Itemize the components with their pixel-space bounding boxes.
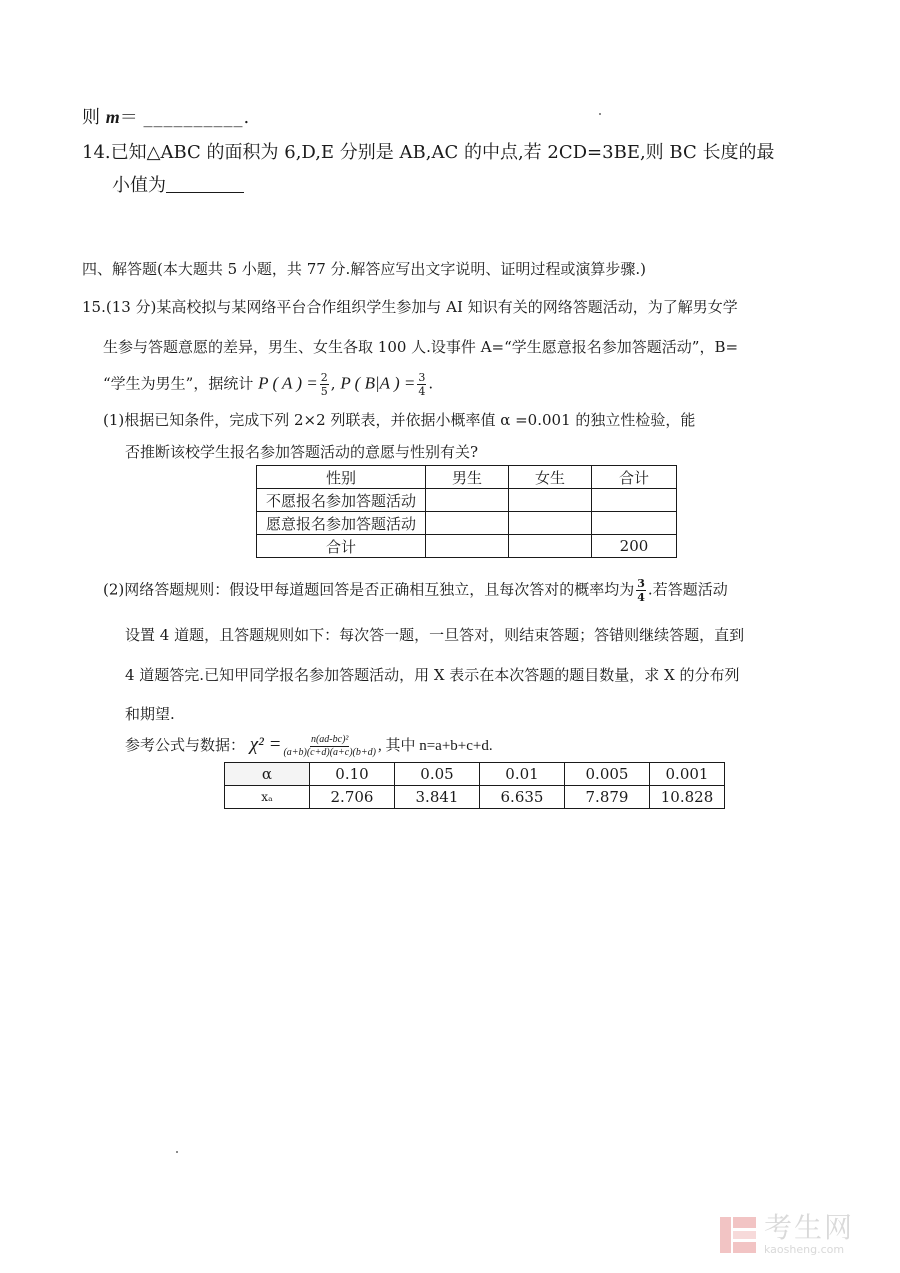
- contingency-header-cell: 性别: [257, 466, 426, 489]
- q15-part2-line3: 4 道题答完.已知甲同学报名参加答题活动，用 X 表示在本次答题的题目数量，求 X 的分布列: [125, 666, 740, 684]
- table-row: [257, 489, 677, 512]
- table-row: [225, 786, 725, 809]
- q15-part2-line4: 和期望.: [125, 705, 175, 723]
- table-cell: [426, 489, 509, 512]
- frac-p2-num: 3: [637, 577, 645, 590]
- watermark-logo-icon: [718, 1215, 758, 1255]
- table-cell: 3.841: [395, 786, 480, 809]
- q15-line1: 15.(13 分)某高校拟与某网络平台合作组织学生参加与 AI 知识有关的网络答题活动，为了解男女学: [82, 298, 738, 316]
- q13-period: .: [243, 107, 250, 128]
- table-cell: 0.005: [565, 763, 650, 786]
- frac-pa-den: 5: [320, 385, 328, 398]
- q14-answer-blank: [166, 174, 244, 193]
- q15-line2: 生参与答题意愿的差异，男生、女生各取 100 人.设事件 A=“学生愿意报名参加答题活动”，B=: [103, 338, 739, 356]
- table-cell: 200: [592, 535, 677, 558]
- q15-line3: [103, 372, 433, 397]
- table-row: [225, 763, 725, 786]
- table-cell: [592, 489, 677, 512]
- q15-line3-text: “学生为男生”，据统计: [103, 374, 254, 393]
- ref-label: 参考公式与数据：: [125, 736, 246, 754]
- q14-line2: [112, 171, 244, 197]
- chi-num: n(ad-bc)²: [310, 733, 349, 745]
- frac-pa: [320, 372, 329, 397]
- q13-equals: ＝: [119, 107, 138, 128]
- chi-den: (a+b)(c+d)(a+c)(b+d): [283, 746, 376, 758]
- chi-square-fraction: [283, 735, 376, 758]
- table-cell: 0.01: [480, 763, 565, 786]
- table-cell: 6.635: [480, 786, 565, 809]
- table-cell: [426, 535, 509, 558]
- prob-sep: ,: [330, 374, 336, 393]
- q15-part1-line2: 否推断该校学生报名参加答题活动的意愿与性别有关?: [125, 443, 479, 461]
- q13-prefix: 则: [82, 107, 106, 128]
- reference-formula: [125, 734, 493, 758]
- table-cell: 合计: [257, 535, 426, 558]
- frac-pba: [417, 372, 426, 397]
- stray-dot-bottom: [176, 1151, 178, 1153]
- watermark: [718, 1213, 854, 1256]
- table-row: [257, 512, 677, 535]
- table-cell: [592, 512, 677, 535]
- q15-part2-line1-text: (2)网络答题规则：假设甲每道题回答是否正确相互独立，且每次答对的概率均为: [103, 580, 635, 599]
- q14-line1: 14.已知△ABC 的面积为 6,D,E 分别是 AB,AC 的中点,若 2CD=3BE,则 BC 长度的最: [82, 142, 775, 163]
- q13-var-m: m: [105, 107, 120, 127]
- prob-pa: P ( A ) =: [258, 373, 318, 393]
- table-cell: [509, 489, 592, 512]
- frac-p2-den: 4: [637, 591, 645, 604]
- frac-pa-num: 2: [320, 371, 328, 384]
- contingency-table: [256, 465, 677, 558]
- q14-line2-text: 小值为: [112, 175, 166, 196]
- chi-square-symbol: χ² =: [249, 734, 282, 755]
- contingency-header-cell: 女生: [509, 466, 592, 489]
- table-cell: [426, 512, 509, 535]
- stray-dot: [599, 113, 601, 115]
- frac-pba-den: 4: [418, 385, 426, 398]
- table-cell: 愿意报名参加答题活动: [257, 512, 426, 535]
- table-cell: [509, 512, 592, 535]
- q15-part2-line1-end: .若答题活动: [647, 580, 728, 599]
- table-cell: 0.05: [395, 763, 480, 786]
- prob-pba: P ( B|A ) =: [340, 373, 416, 393]
- q15-part2-line1: [103, 578, 728, 603]
- table-cell: 10.828: [650, 786, 725, 809]
- table-cell: [509, 535, 592, 558]
- frac-p2: [636, 578, 646, 603]
- critical-value-table: [224, 762, 725, 809]
- contingency-header-row: [257, 466, 677, 489]
- table-cell: xₐ: [225, 786, 310, 809]
- frac-pba-num: 3: [418, 371, 426, 384]
- table-row: [257, 535, 677, 558]
- table-cell: 不愿报名参加答题活动: [257, 489, 426, 512]
- watermark-cn: 考生网: [764, 1211, 855, 1244]
- watermark-en: kaosheng.com: [764, 1243, 845, 1256]
- q13-answer-line: [82, 103, 249, 129]
- contingency-header-cell: 男生: [426, 466, 509, 489]
- q13-blank: __________: [143, 107, 244, 128]
- table-cell: 7.879: [565, 786, 650, 809]
- table-cell: 2.706: [310, 786, 395, 809]
- q15-part1-line1: (1)根据已知条件，完成下列 2×2 列联表，并依据小概率值 α =0.001 的独立性检验，能: [103, 411, 696, 429]
- contingency-header-cell: 合计: [592, 466, 677, 489]
- table-cell: α: [225, 763, 310, 786]
- ref-tail: , 其中 n=a+b+c+d.: [377, 738, 493, 754]
- prob-end: .: [428, 374, 434, 393]
- table-cell: 0.10: [310, 763, 395, 786]
- q15-part2-line2: 设置 4 道题，且答题规则如下：每次答一题，一旦答对，则结束答题；答错则继续答题，直到: [125, 626, 745, 644]
- table-cell: 0.001: [650, 763, 725, 786]
- section4-heading: 四、解答题(本大题共 5 小题，共 77 分.解答应写出文字说明、证明过程或演算步骤.): [82, 260, 646, 278]
